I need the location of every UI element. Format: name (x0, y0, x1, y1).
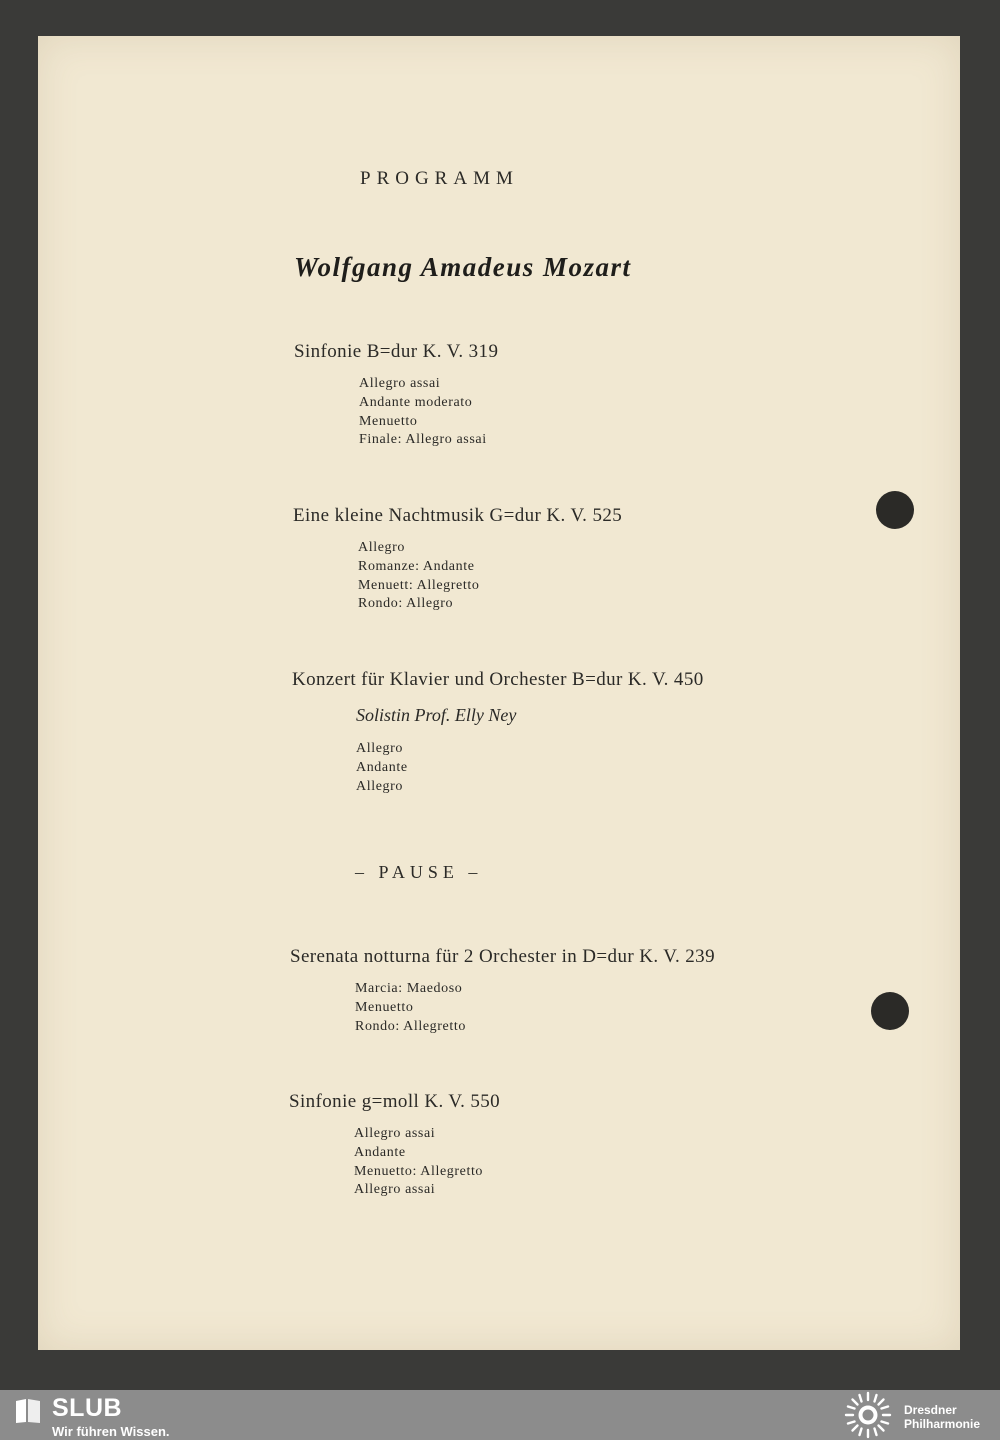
work-entry (293, 505, 622, 614)
soloist: Solistin Prof. Elly Ney (356, 705, 517, 725)
movement: Rondo: Allegro (358, 596, 454, 612)
partner-name-line: Philharmonie (904, 1417, 981, 1431)
partner-name-line: Dresdner (904, 1403, 957, 1417)
movement: Allegro assai (359, 376, 441, 391)
footer-bar (0, 1390, 1000, 1440)
work-title: Eine kleine Nachtmusik G=dur K. V. 525 (293, 505, 623, 526)
movement: Marcia: Maedoso (355, 981, 463, 996)
work-entry (290, 946, 715, 1036)
slub-name: SLUB (52, 1394, 123, 1422)
movement: Allegro assai (354, 1126, 436, 1141)
movement: Andante (354, 1144, 406, 1160)
movement-list (358, 539, 622, 614)
work-entry (294, 341, 498, 450)
movement-list (354, 1125, 500, 1200)
movement: Allegro (358, 540, 405, 555)
movement: Menuetto (359, 413, 418, 429)
punch-hole (876, 491, 914, 529)
work-title: Sinfonie B=dur K. V. 319 (294, 341, 499, 362)
slub-slogan: Wir führen Wissen. (52, 1424, 170, 1439)
pause-label: – PAUSE – (355, 862, 483, 882)
book-icon (14, 1398, 42, 1424)
movement: Menuetto: Allegretto (354, 1163, 484, 1179)
movement: Allegro (356, 778, 403, 794)
movement: Finale: Allegro assai (359, 432, 487, 448)
movement: Andante moderato (359, 394, 473, 410)
work-entry (292, 669, 704, 796)
composer-name: Wolfgang Amadeus Mozart (294, 252, 632, 282)
partner-name (904, 1403, 980, 1431)
movement-list (359, 375, 498, 450)
movement: Allegro (356, 741, 403, 756)
work-title: Serenata notturna für 2 Orchester in D=dur K. V. 239 (290, 946, 715, 967)
movement: Menuetto (355, 999, 414, 1015)
sunburst-icon (842, 1390, 894, 1440)
movement: Rondo: Allegretto (355, 1018, 466, 1034)
punch-hole (871, 992, 909, 1030)
work-title: Konzert für Klavier und Orchester B=dur K. V. 450 (292, 669, 704, 690)
work-entry (289, 1091, 500, 1200)
movement: Andante (356, 759, 408, 775)
movement: Menuett: Allegretto (358, 577, 480, 593)
movement: Romanze: Andante (358, 558, 475, 574)
work-title: Sinfonie g=moll K. V. 550 (289, 1091, 501, 1112)
movement-list (355, 980, 715, 1036)
programm-heading: PROGRAMM (360, 168, 519, 189)
movement: Allegro assai (354, 1182, 436, 1198)
movement-list (356, 740, 704, 796)
